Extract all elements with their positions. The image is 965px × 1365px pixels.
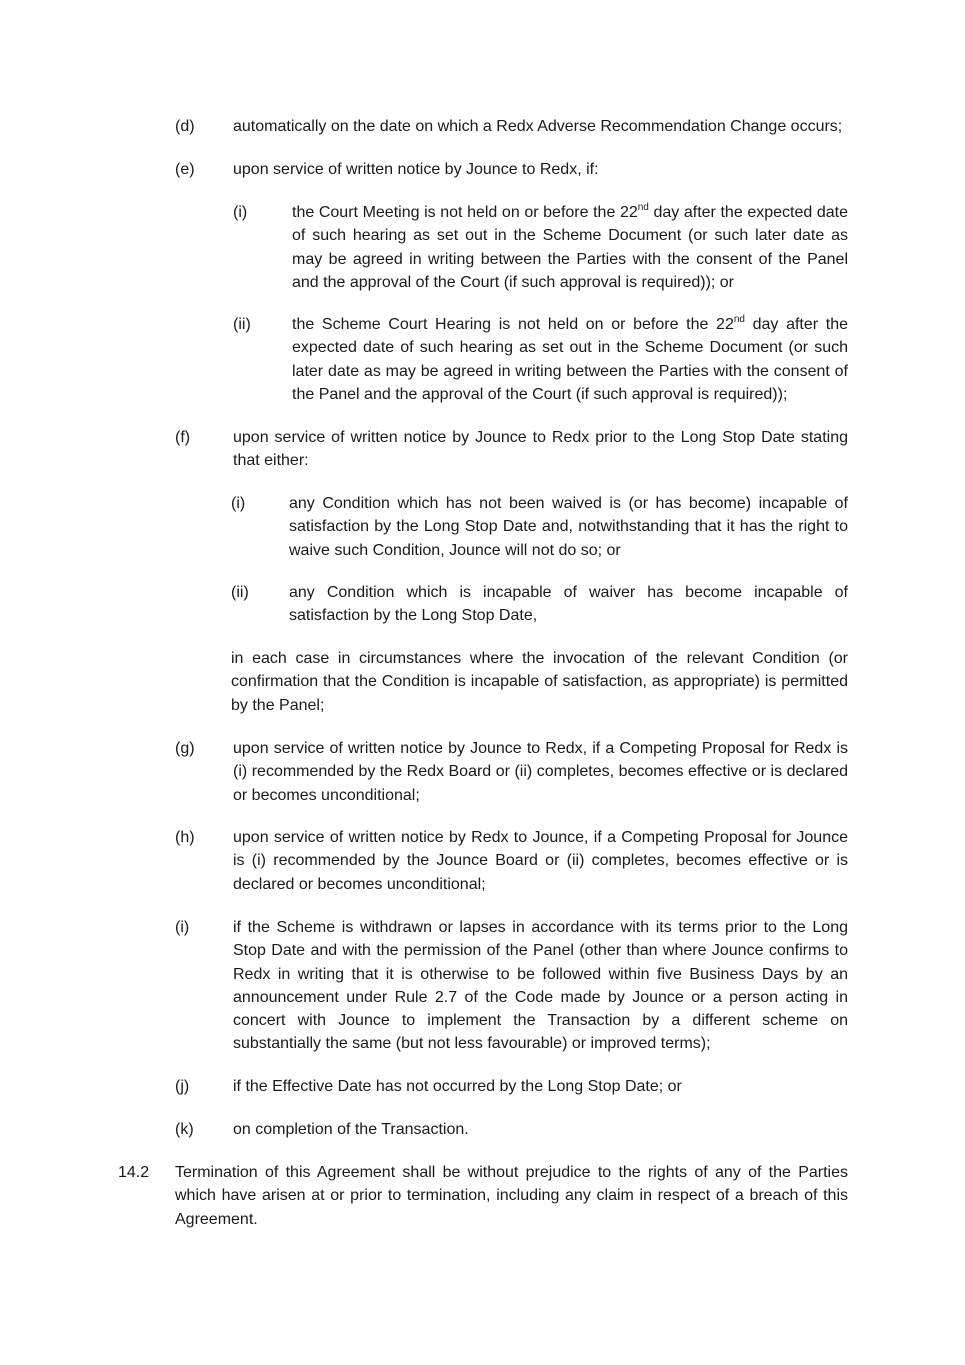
clause-text: upon service of written notice by Redx to Jounce, if a Competing Proposal for Jounce is (i) recommended by the Jounce Board or (ii) completes, becomes effective or is declared or becomes unconditional; bbox=[233, 829, 848, 893]
clause-h bbox=[175, 826, 848, 896]
clause-text: upon service of written notice by Jounce to Redx, if a Competing Proposal for Redx is (i) recommended by the Redx Board or (ii) completes, becomes effective or is declared or becomes unconditional; bbox=[233, 740, 848, 804]
text-part: the Scheme Court Hearing is not held on or before the 22 bbox=[292, 316, 734, 333]
clause-text: if the Scheme is withdrawn or lapses in accordance with its terms prior to the Long Stop Date and with the permission of the Panel (other than where Jounce confirms to Redx in writing that it is otherwise to be followed within five Business Days by an announcement under Rule 2.7 of the Code made by Jounce or a person acting in concert with Jounce to implement the Transaction by a different scheme on substantially the same (but not less favourable) or improved terms); bbox=[233, 919, 848, 1053]
clause-g bbox=[175, 737, 848, 807]
clause-f bbox=[175, 426, 848, 473]
text-part: the Court Meeting is not held on or before the 22 bbox=[292, 204, 638, 221]
ordinal-suffix: nd bbox=[637, 201, 649, 213]
clause-number: (d) bbox=[175, 118, 195, 135]
clause-text: on completion of the Transaction. bbox=[233, 1121, 469, 1138]
clause-e bbox=[175, 158, 848, 181]
subclause-f-ii bbox=[231, 581, 848, 628]
subclause-number: (i) bbox=[231, 495, 246, 512]
clause-d bbox=[175, 115, 848, 138]
subclause-number: (ii) bbox=[233, 316, 251, 333]
clause-number: (k) bbox=[175, 1121, 194, 1138]
subclause-number: (i) bbox=[233, 204, 248, 221]
section-14-2 bbox=[118, 1161, 848, 1231]
clause-j bbox=[175, 1075, 848, 1098]
subclause-number: (ii) bbox=[231, 584, 249, 601]
clause-k bbox=[175, 1118, 848, 1141]
text-part: day after the expected date of such hearing as set out in the Scheme Document (or such later date as may be agreed in writing between the Parties with the consent of the Panel and the approval of the Court (if such approval is required)); or bbox=[292, 204, 849, 291]
subclause-text: any Condition which has not been waived is (or has become) incapable of satisfaction by the Long Stop Date and, notwithstanding that it has the right to waive such Condition, Jounce will not do so; or bbox=[289, 495, 848, 559]
section-text: Termination of this Agreement shall be without prejudice to the rights of any of the Parties which have arisen at or prior to termination, including any claim in respect of a breach of this Agreement. bbox=[175, 1164, 848, 1228]
subclause-text bbox=[292, 201, 848, 294]
clause-text: upon service of written notice by Jounce to Redx, if: bbox=[233, 161, 599, 178]
section-number: 14.2 bbox=[118, 1164, 150, 1181]
ordinal-suffix: nd bbox=[733, 313, 745, 325]
subclause-e-ii bbox=[233, 313, 848, 406]
clause-text: automatically on the date on which a Redx Adverse Recommendation Change occurs; bbox=[233, 118, 843, 135]
subclause-f-i bbox=[231, 492, 848, 562]
clause-text: upon service of written notice by Jounce to Redx prior to the Long Stop Date stating that either: bbox=[233, 429, 848, 470]
clause-number: (g) bbox=[175, 740, 195, 757]
clause-number: (h) bbox=[175, 829, 195, 846]
subclause-text: any Condition which is incapable of waiver has become incapable of satisfaction by the Long Stop Date, bbox=[289, 584, 848, 625]
clause-number: (i) bbox=[175, 919, 190, 936]
text-part: day after the expected date of such hearing as set out in the Scheme Document (or such later date as may be agreed in writing between the Parties with the consent of the Panel and the approval of the Court (if such approval is required)); bbox=[292, 316, 849, 403]
subclause-text bbox=[292, 313, 848, 406]
clause-text: if the Effective Date has not occurred by the Long Stop Date; or bbox=[233, 1078, 682, 1095]
clause-i bbox=[175, 916, 848, 1056]
clause-number: (j) bbox=[175, 1078, 190, 1095]
clause-number: (e) bbox=[175, 161, 195, 178]
clause-number: (f) bbox=[175, 429, 191, 446]
subclause-e-i bbox=[233, 201, 848, 294]
clause-f-continuation bbox=[231, 647, 848, 717]
continuation-text: in each case in circumstances where the invocation of the relevant Condition (or confirmation that the Condition is incapable of satisfaction, as appropriate) is permitted by the Panel; bbox=[231, 650, 848, 714]
